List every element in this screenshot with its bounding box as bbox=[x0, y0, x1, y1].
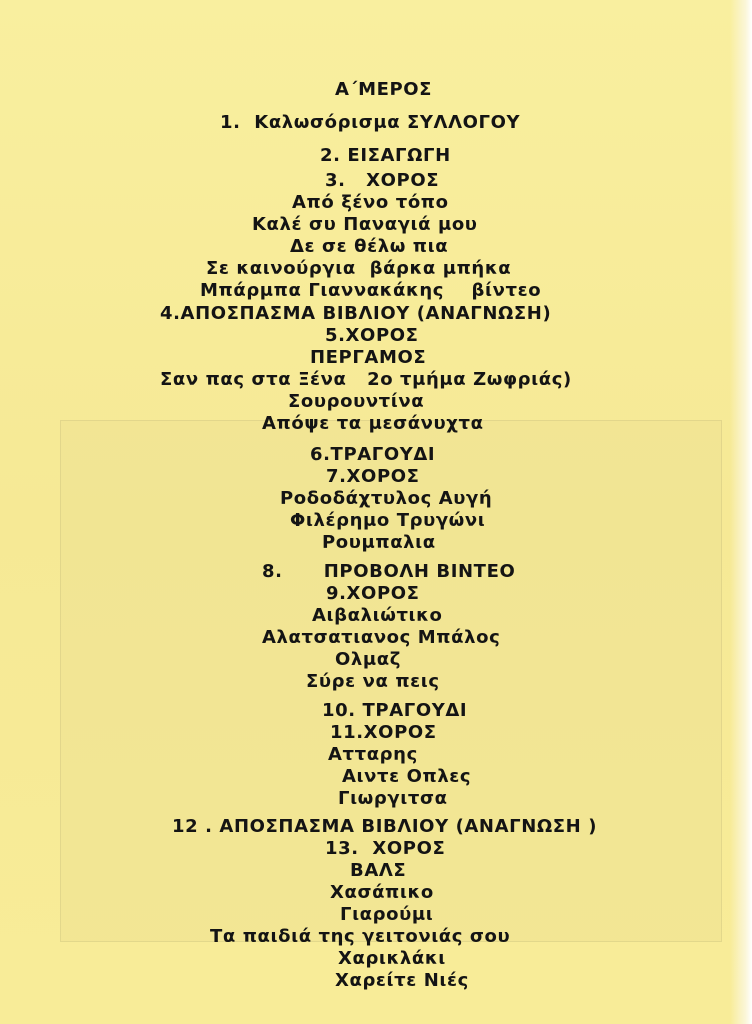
item-8-video: 8. ΠΡΟΒΟΛΗ ΒΙΝΤΕΟ bbox=[262, 561, 516, 582]
dance-line: Χαρικλάκι bbox=[338, 948, 446, 969]
item-3-dance: 3. ΧΟΡΟΣ bbox=[325, 170, 440, 191]
part-heading: Α΄ΜΕΡΟΣ bbox=[335, 79, 433, 100]
dance-line: Σαν πας στα Ξένα 2ο τμήμα Ζωφριάς) bbox=[160, 369, 572, 390]
dance-line: Καλέ συ Παναγιά μου bbox=[252, 214, 478, 235]
item-6-song: 6.ΤΡΑΓΟΥΔΙ bbox=[310, 444, 436, 465]
item-1-welcome: 1. Καλωσόρισμα ΣΥΛΛΟΓΟΥ bbox=[220, 112, 521, 133]
dance-line: Δε σε θέλω πια bbox=[290, 236, 449, 257]
item-7-dance: 7.ΧΟΡΟΣ bbox=[326, 466, 420, 487]
dance-line: Ατταρης bbox=[328, 744, 418, 765]
item-9-dance: 9.ΧΟΡΟΣ bbox=[326, 583, 420, 604]
dance-line: Σουρουντίνα bbox=[288, 391, 425, 412]
item-11-dance: 11.ΧΟΡΟΣ bbox=[330, 722, 437, 743]
item-4-book-excerpt: 4.ΑΠΟΣΠΑΣΜΑ ΒΙΒΛΙΟΥ (ΑΝΑΓΝΩΣΗ) bbox=[160, 303, 552, 324]
dance-line: Απόψε τα μεσάνυχτα bbox=[262, 413, 484, 434]
item-10-song: 10. ΤΡΑΓΟΥΔΙ bbox=[322, 700, 468, 721]
dance-line: ΠΕΡΓΑΜΟΣ bbox=[310, 347, 427, 368]
dance-line: Γιωργιτσα bbox=[338, 788, 448, 809]
dance-line: Μπάρμπα Γιαννακάκης βίντεο bbox=[200, 280, 542, 301]
dance-line: ΒΑΛΣ bbox=[350, 860, 407, 881]
dance-line: Αλατσατιανος Μπάλος bbox=[262, 627, 501, 648]
dance-line: Ολμαζ bbox=[335, 649, 401, 670]
item-13-dance: 13. ΧΟΡΟΣ bbox=[325, 838, 446, 859]
dance-line: Τα παιδιά της γειτονιάς σου bbox=[210, 926, 511, 947]
dance-line: Χαρείτε Νιές bbox=[335, 970, 469, 991]
dance-line: Σε καινούργια βάρκα μπήκα bbox=[206, 258, 512, 279]
dance-line: Αιβαλιώτικο bbox=[312, 605, 443, 626]
dance-line: Γιαρούμι bbox=[340, 904, 434, 925]
item-5-dance: 5.ΧΟΡΟΣ bbox=[325, 325, 419, 346]
item-12-book-excerpt: 12 . ΑΠΟΣΠΑΣΜΑ ΒΙΒΛΙΟΥ (ΑΝΑΓΝΩΣΗ ) bbox=[172, 816, 598, 837]
dance-line: Ροδοδάχτυλος Αυγή bbox=[280, 488, 493, 509]
dance-line: Από ξένο τόπο bbox=[292, 192, 449, 213]
dance-line: Χασάπικο bbox=[330, 882, 434, 903]
dance-line: Αιντε Οπλες bbox=[342, 766, 472, 787]
dance-line: Ρουμπαλια bbox=[322, 532, 436, 553]
item-2-introduction: 2. ΕΙΣΑΓΩΓΗ bbox=[320, 145, 451, 166]
dance-line: Φιλέρημο Τρυγώνι bbox=[290, 510, 486, 531]
dance-line: Σύρε να πεις bbox=[306, 671, 440, 692]
